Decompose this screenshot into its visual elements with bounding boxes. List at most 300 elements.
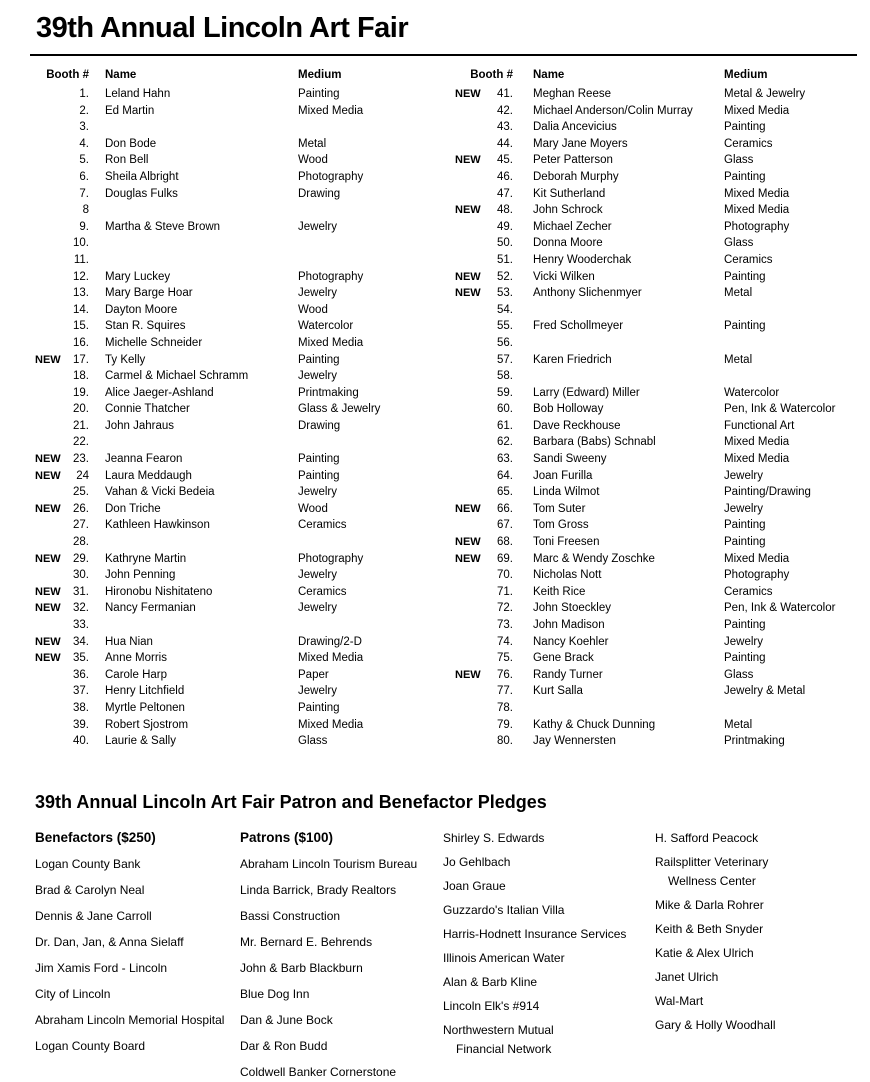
booth-name: Vahan & Vicki Bedeia bbox=[105, 486, 215, 499]
pledge-item bbox=[655, 994, 855, 1008]
booth-number: 28. bbox=[73, 536, 89, 549]
booth-number: 13. bbox=[73, 287, 89, 300]
booth-name bbox=[105, 617, 298, 634]
booth-medium: Ceramics bbox=[298, 519, 347, 532]
booth-row bbox=[35, 600, 425, 617]
booth-row bbox=[455, 700, 845, 717]
booth-new-flag: NEW bbox=[35, 453, 61, 466]
booth-name: Stan R. Squires bbox=[105, 320, 186, 333]
booth-name: John Stoeckley bbox=[533, 602, 611, 615]
pledge-item-line: Bassi Construction bbox=[240, 908, 341, 923]
pledge-item-line: Logan County Board bbox=[35, 1038, 146, 1053]
booth-new-flag: NEW bbox=[35, 585, 61, 598]
pledge-item-line: Harris-Hodnett Insurance Services bbox=[443, 926, 627, 941]
booth-medium: Painting bbox=[724, 270, 766, 283]
booth-new-flag bbox=[35, 733, 65, 750]
booth-name bbox=[533, 302, 724, 319]
booth-name: Jay Wennersten bbox=[533, 735, 616, 748]
booth-name: John Penning bbox=[105, 569, 176, 582]
booth-number: 31. bbox=[73, 585, 89, 598]
pledge-item bbox=[35, 909, 240, 923]
booth-medium: Painting bbox=[724, 170, 766, 183]
column-spacer bbox=[89, 385, 105, 402]
booth-number: 40. bbox=[73, 735, 89, 748]
booth-medium: Painting bbox=[724, 652, 766, 665]
pledge-column bbox=[443, 831, 655, 1082]
booth-number: 3. bbox=[79, 121, 89, 134]
booth-row bbox=[455, 186, 845, 203]
booth-medium: Mixed Media bbox=[298, 104, 364, 117]
booth-medium bbox=[724, 368, 845, 385]
booth-number: 9. bbox=[79, 220, 89, 233]
booth-new-flag: NEW bbox=[35, 552, 61, 565]
booth-row bbox=[455, 501, 845, 518]
booth-row bbox=[35, 169, 425, 186]
booth-medium: Ceramics bbox=[724, 253, 773, 266]
booth-new-flag: NEW bbox=[455, 552, 481, 565]
booth-name bbox=[105, 119, 298, 136]
booth-medium: Glass & Jewelry bbox=[298, 403, 381, 416]
booth-row bbox=[455, 169, 845, 186]
column-spacer bbox=[513, 169, 533, 186]
booth-name: Ed Martin bbox=[105, 104, 155, 117]
booth-row bbox=[35, 584, 425, 601]
booth-new-flag bbox=[35, 302, 65, 319]
booth-number: 75. bbox=[497, 652, 513, 665]
pledge-column-header: Benefactors ($250) bbox=[35, 829, 156, 845]
column-spacer bbox=[89, 584, 105, 601]
booth-new-flag: NEW bbox=[35, 469, 61, 482]
booth-medium: Metal bbox=[724, 718, 753, 731]
booth-number: 48. bbox=[497, 204, 513, 217]
pledge-item-line: Mike & Darla Rohrer bbox=[655, 897, 764, 912]
pledge-item bbox=[443, 999, 655, 1013]
booth-row bbox=[455, 468, 845, 485]
column-spacer bbox=[513, 551, 533, 568]
pledge-item bbox=[35, 987, 240, 1001]
booth-row bbox=[35, 186, 425, 203]
pledge-item-line: Mr. Bernard E. Behrends bbox=[240, 934, 373, 949]
pledge-item bbox=[240, 909, 443, 923]
booth-number: 7. bbox=[79, 187, 89, 200]
booth-number: 67. bbox=[497, 519, 513, 532]
column-spacer bbox=[89, 534, 105, 551]
booth-row bbox=[455, 219, 845, 236]
pledge-item-line: Gary & Holly Woodhall bbox=[655, 1017, 776, 1032]
pledge-item bbox=[240, 935, 443, 949]
column-spacer bbox=[89, 368, 105, 385]
booth-row bbox=[455, 517, 845, 534]
booth-new-flag bbox=[35, 517, 65, 534]
booth-number: 25. bbox=[73, 486, 89, 499]
booth-new-flag bbox=[35, 252, 65, 269]
booth-number: 2. bbox=[79, 104, 89, 117]
booth-row bbox=[35, 567, 425, 584]
booth-new-flag: NEW bbox=[35, 652, 61, 665]
booth-new-flag bbox=[35, 484, 65, 501]
pledge-column bbox=[240, 831, 443, 1082]
booth-new-flag bbox=[455, 517, 487, 534]
column-spacer bbox=[513, 667, 533, 684]
booth-medium: Jewelry bbox=[298, 220, 337, 233]
column-spacer bbox=[513, 717, 533, 734]
booth-medium bbox=[298, 119, 425, 136]
booth-name: Nancy Fermanian bbox=[105, 602, 196, 615]
column-spacer bbox=[89, 152, 105, 169]
booth-number: 5. bbox=[79, 154, 89, 167]
booth-name: Carmel & Michael Schramm bbox=[105, 370, 249, 383]
booth-medium: Metal bbox=[724, 353, 753, 366]
booth-medium: Glass bbox=[724, 237, 754, 250]
booth-number: 64. bbox=[497, 469, 513, 482]
booth-row bbox=[455, 152, 845, 169]
booth-row bbox=[455, 667, 845, 684]
booth-new-flag bbox=[455, 418, 487, 435]
pledge-item bbox=[35, 857, 240, 871]
pledge-item-line: Railsplitter Veterinary bbox=[655, 854, 769, 869]
booth-number: 16. bbox=[73, 336, 89, 349]
pledge-item bbox=[240, 1065, 443, 1079]
booth-name: Peter Patterson bbox=[533, 154, 613, 167]
booth-new-flag bbox=[35, 186, 65, 203]
booth-medium bbox=[298, 434, 425, 451]
column-spacer bbox=[513, 285, 533, 302]
booth-row bbox=[35, 219, 425, 236]
column-spacer bbox=[89, 567, 105, 584]
booth-new-flag bbox=[455, 617, 487, 634]
booth-number: 65. bbox=[497, 486, 513, 499]
booth-name: Ron Bell bbox=[105, 154, 149, 167]
booth-medium: Drawing/2-D bbox=[298, 635, 362, 648]
booth-name: Tom Gross bbox=[533, 519, 589, 532]
booth-name: Bob Holloway bbox=[533, 403, 604, 416]
column-spacer bbox=[513, 385, 533, 402]
booth-medium: Metal bbox=[724, 287, 753, 300]
pledge-item bbox=[35, 1039, 240, 1053]
pledge-item bbox=[240, 987, 443, 1001]
booth-number: 55. bbox=[497, 320, 513, 333]
booth-row bbox=[35, 683, 425, 700]
booth-number: 4. bbox=[79, 137, 89, 150]
page-title: 39th Annual Lincoln Art Fair bbox=[36, 12, 409, 44]
column-spacer bbox=[89, 551, 105, 568]
column-spacer bbox=[513, 368, 533, 385]
booth-new-flag: NEW bbox=[455, 502, 481, 515]
pledge-item-line: Dr. Dan, Jan, & Anna Sielaff bbox=[35, 934, 184, 949]
booth-row bbox=[35, 634, 425, 651]
column-spacer bbox=[89, 269, 105, 286]
booth-number: 68. bbox=[497, 536, 513, 549]
booth-medium: Drawing bbox=[298, 187, 341, 200]
pledge-item-line: John & Barb Blackburn bbox=[240, 960, 363, 975]
column-spacer bbox=[513, 650, 533, 667]
booth-row bbox=[455, 534, 845, 551]
booth-number: 51. bbox=[497, 253, 513, 266]
booth-row bbox=[35, 119, 425, 136]
booth-new-flag bbox=[455, 368, 487, 385]
booth-number: 8 bbox=[82, 204, 89, 217]
booth-number: 12. bbox=[73, 270, 89, 283]
booth-row bbox=[455, 352, 845, 369]
booth-row bbox=[35, 352, 425, 369]
booth-medium: Painting bbox=[724, 121, 766, 134]
booth-number: 78. bbox=[497, 701, 513, 714]
booth-name: Joan Furilla bbox=[533, 469, 593, 482]
booth-number: 44. bbox=[497, 137, 513, 150]
pledge-item bbox=[35, 961, 240, 975]
booth-medium: Jewelry bbox=[298, 602, 337, 615]
booth-medium: Jewelry bbox=[724, 502, 763, 515]
pledge-item bbox=[443, 879, 655, 893]
booth-row bbox=[35, 136, 425, 153]
booth-name: Laura Meddaugh bbox=[105, 469, 192, 482]
booth-medium: Painting bbox=[724, 519, 766, 532]
booth-new-flag bbox=[455, 717, 487, 734]
column-spacer bbox=[89, 352, 105, 369]
booth-medium: Painting bbox=[298, 701, 340, 714]
booth-number: 80. bbox=[497, 735, 513, 748]
booth-new-flag bbox=[455, 219, 487, 236]
booth-medium: Photography bbox=[298, 270, 364, 283]
booth-new-flag: NEW bbox=[455, 204, 481, 217]
booth-medium: Ceramics bbox=[724, 137, 773, 150]
booth-new-flag: NEW bbox=[455, 270, 481, 283]
pledge-item-line: Abraham Lincoln Tourism Bureau bbox=[240, 856, 418, 871]
column-spacer bbox=[513, 352, 533, 369]
booth-new-flag bbox=[35, 434, 65, 451]
pledge-item bbox=[240, 883, 443, 897]
column-spacer bbox=[513, 152, 533, 169]
booth-row bbox=[35, 650, 425, 667]
booth-new-flag bbox=[35, 700, 65, 717]
column-spacer bbox=[513, 401, 533, 418]
pledge-item bbox=[655, 1018, 855, 1032]
booth-name: Dave Reckhouse bbox=[533, 419, 621, 432]
booth-number: 59. bbox=[497, 386, 513, 399]
pledges-title: 39th Annual Lincoln Art Fair Patron and Benefactor Pledges bbox=[35, 791, 547, 812]
booth-name: Kathleen Hawkinson bbox=[105, 519, 210, 532]
booth-new-flag bbox=[455, 235, 487, 252]
booth-rows-right bbox=[455, 86, 845, 750]
pledge-item bbox=[443, 951, 655, 965]
pledge-item-line: Wal-Mart bbox=[655, 993, 704, 1008]
booth-name: Nancy Koehler bbox=[533, 635, 609, 648]
booth-medium: Jewelry bbox=[724, 635, 763, 648]
booth-name bbox=[105, 202, 298, 219]
booth-name: Robert Sjostrom bbox=[105, 718, 189, 731]
booth-number-header: Booth # bbox=[470, 69, 513, 81]
booth-name: Michael Zecher bbox=[533, 220, 612, 233]
booth-number: 34. bbox=[73, 635, 89, 648]
booth-number: 35. bbox=[73, 652, 89, 665]
booth-name: Ty Kelly bbox=[105, 353, 146, 366]
booth-medium: Jewelry bbox=[298, 569, 337, 582]
column-spacer bbox=[513, 484, 533, 501]
booth-number: 66. bbox=[497, 502, 513, 515]
booth-new-flag bbox=[455, 302, 487, 319]
pledge-item bbox=[443, 831, 655, 845]
pledge-item-line: H. Safford Peacock bbox=[655, 830, 759, 845]
booth-medium: Jewelry bbox=[298, 685, 337, 698]
booth-new-flag bbox=[455, 584, 487, 601]
booth-number: 49. bbox=[497, 220, 513, 233]
booth-number: 61. bbox=[497, 419, 513, 432]
booth-row bbox=[35, 385, 425, 402]
booth-new-flag bbox=[35, 717, 65, 734]
booth-row bbox=[35, 335, 425, 352]
column-spacer bbox=[89, 418, 105, 435]
column-spacer bbox=[89, 517, 105, 534]
booth-new-flag: NEW bbox=[455, 287, 481, 300]
booth-name: Kathy & Chuck Dunning bbox=[533, 718, 656, 731]
booth-name: Barbara (Babs) Schnabl bbox=[533, 436, 656, 449]
column-spacer bbox=[513, 119, 533, 136]
column-spacer bbox=[89, 617, 105, 634]
booth-name bbox=[533, 335, 724, 352]
booth-medium: Mixed Media bbox=[724, 104, 790, 117]
booth-row bbox=[455, 567, 845, 584]
booth-medium: Mixed Media bbox=[724, 187, 790, 200]
booth-medium: Jewelry bbox=[298, 486, 337, 499]
column-spacer bbox=[89, 733, 105, 750]
pledge-item bbox=[35, 1013, 240, 1027]
booth-medium: Photography bbox=[298, 170, 364, 183]
booth-number: 72. bbox=[497, 602, 513, 615]
booth-rows-left bbox=[35, 86, 425, 750]
booth-row bbox=[455, 119, 845, 136]
pledge-item-line: Jo Gehlbach bbox=[443, 854, 511, 869]
booth-table-left bbox=[35, 69, 425, 750]
column-spacer bbox=[513, 269, 533, 286]
column-spacer bbox=[513, 335, 533, 352]
booth-medium: Paper bbox=[298, 668, 329, 681]
booth-new-flag bbox=[455, 567, 487, 584]
column-spacer bbox=[513, 302, 533, 319]
column-spacer bbox=[89, 202, 105, 219]
booth-new-flag bbox=[35, 285, 65, 302]
booth-new-flag bbox=[35, 385, 65, 402]
column-spacer bbox=[513, 617, 533, 634]
column-spacer bbox=[89, 501, 105, 518]
booth-row bbox=[35, 235, 425, 252]
booth-number: 39. bbox=[73, 718, 89, 731]
booth-medium: Wood bbox=[298, 154, 328, 167]
booth-number: 41. bbox=[497, 88, 513, 100]
booth-medium: Photography bbox=[298, 552, 364, 565]
booth-number: 21. bbox=[73, 419, 89, 432]
booth-number: 38. bbox=[73, 701, 89, 714]
booth-row bbox=[35, 517, 425, 534]
booth-number: 26. bbox=[73, 502, 89, 515]
booth-row bbox=[455, 318, 845, 335]
column-spacer bbox=[89, 186, 105, 203]
booth-new-flag bbox=[455, 634, 487, 651]
booth-number: 53. bbox=[497, 287, 513, 300]
booth-medium bbox=[298, 534, 425, 551]
booth-name: John Jahraus bbox=[105, 419, 175, 432]
booth-new-flag bbox=[455, 401, 487, 418]
title-divider bbox=[30, 54, 857, 56]
booth-row bbox=[35, 501, 425, 518]
booth-table-right-header bbox=[455, 69, 845, 86]
booth-medium bbox=[724, 302, 845, 319]
column-spacer bbox=[89, 600, 105, 617]
booth-medium: Drawing bbox=[298, 419, 341, 432]
booth-name: Don Bode bbox=[105, 137, 157, 150]
booth-name: Connie Thatcher bbox=[105, 403, 190, 416]
booth-medium bbox=[298, 617, 425, 634]
booth-number: 6. bbox=[79, 170, 89, 183]
column-spacer bbox=[513, 600, 533, 617]
pledge-item-line: Janet Ulrich bbox=[655, 969, 719, 984]
booth-medium: Glass bbox=[298, 735, 328, 748]
booth-name: Jeanna Fearon bbox=[105, 453, 183, 466]
booth-row bbox=[455, 136, 845, 153]
booth-number: 14. bbox=[73, 303, 89, 316]
booth-new-flag bbox=[35, 235, 65, 252]
booth-name: Michelle Schneider bbox=[105, 336, 203, 349]
booth-row bbox=[455, 335, 845, 352]
booth-new-flag bbox=[35, 368, 65, 385]
booth-number: 56. bbox=[497, 336, 513, 349]
booth-new-flag bbox=[35, 335, 65, 352]
booth-name bbox=[533, 368, 724, 385]
column-spacer bbox=[513, 69, 533, 86]
pledge-item bbox=[655, 946, 855, 960]
column-spacer bbox=[89, 650, 105, 667]
booth-row bbox=[35, 468, 425, 485]
column-spacer bbox=[89, 252, 105, 269]
booth-number: 50. bbox=[497, 237, 513, 250]
booth-new-flag bbox=[455, 169, 487, 186]
pledge-item bbox=[655, 970, 855, 984]
booth-name bbox=[105, 434, 298, 451]
booth-number: 20. bbox=[73, 403, 89, 416]
booth-medium: Painting bbox=[298, 453, 340, 466]
booth-table-left-header bbox=[35, 69, 425, 86]
booth-medium bbox=[298, 235, 425, 252]
pledge-column bbox=[35, 831, 240, 1082]
booth-new-flag bbox=[455, 186, 487, 203]
booth-row bbox=[455, 285, 845, 302]
booth-medium: Photography bbox=[724, 569, 790, 582]
pledge-item-line: Abraham Lincoln Memorial Hospital bbox=[35, 1012, 225, 1027]
pledge-item-line: Alan & Barb Kline bbox=[443, 974, 538, 989]
column-spacer bbox=[513, 451, 533, 468]
booth-medium: Watercolor bbox=[724, 386, 780, 399]
booth-number: 63. bbox=[497, 453, 513, 466]
booth-row bbox=[35, 269, 425, 286]
pledge-item-line: Dan & June Bock bbox=[240, 1012, 333, 1027]
booth-name: Deborah Murphy bbox=[533, 170, 619, 183]
pledge-item bbox=[443, 927, 655, 941]
booth-name: Mary Luckey bbox=[105, 270, 171, 283]
booth-number: 52. bbox=[497, 270, 513, 283]
column-spacer bbox=[513, 235, 533, 252]
booth-medium: Ceramics bbox=[298, 585, 347, 598]
booth-name: Henry Litchfield bbox=[105, 685, 185, 698]
booth-number: 42. bbox=[497, 104, 513, 117]
booth-new-flag bbox=[35, 202, 65, 219]
column-spacer bbox=[89, 235, 105, 252]
booth-row bbox=[35, 551, 425, 568]
booth-new-flag bbox=[35, 567, 65, 584]
booth-medium: Painting bbox=[298, 469, 340, 482]
booth-name: Douglas Fulks bbox=[105, 187, 178, 200]
booth-number: 11. bbox=[73, 253, 89, 266]
booth-medium: Jewelry bbox=[724, 469, 763, 482]
booth-row bbox=[35, 368, 425, 385]
